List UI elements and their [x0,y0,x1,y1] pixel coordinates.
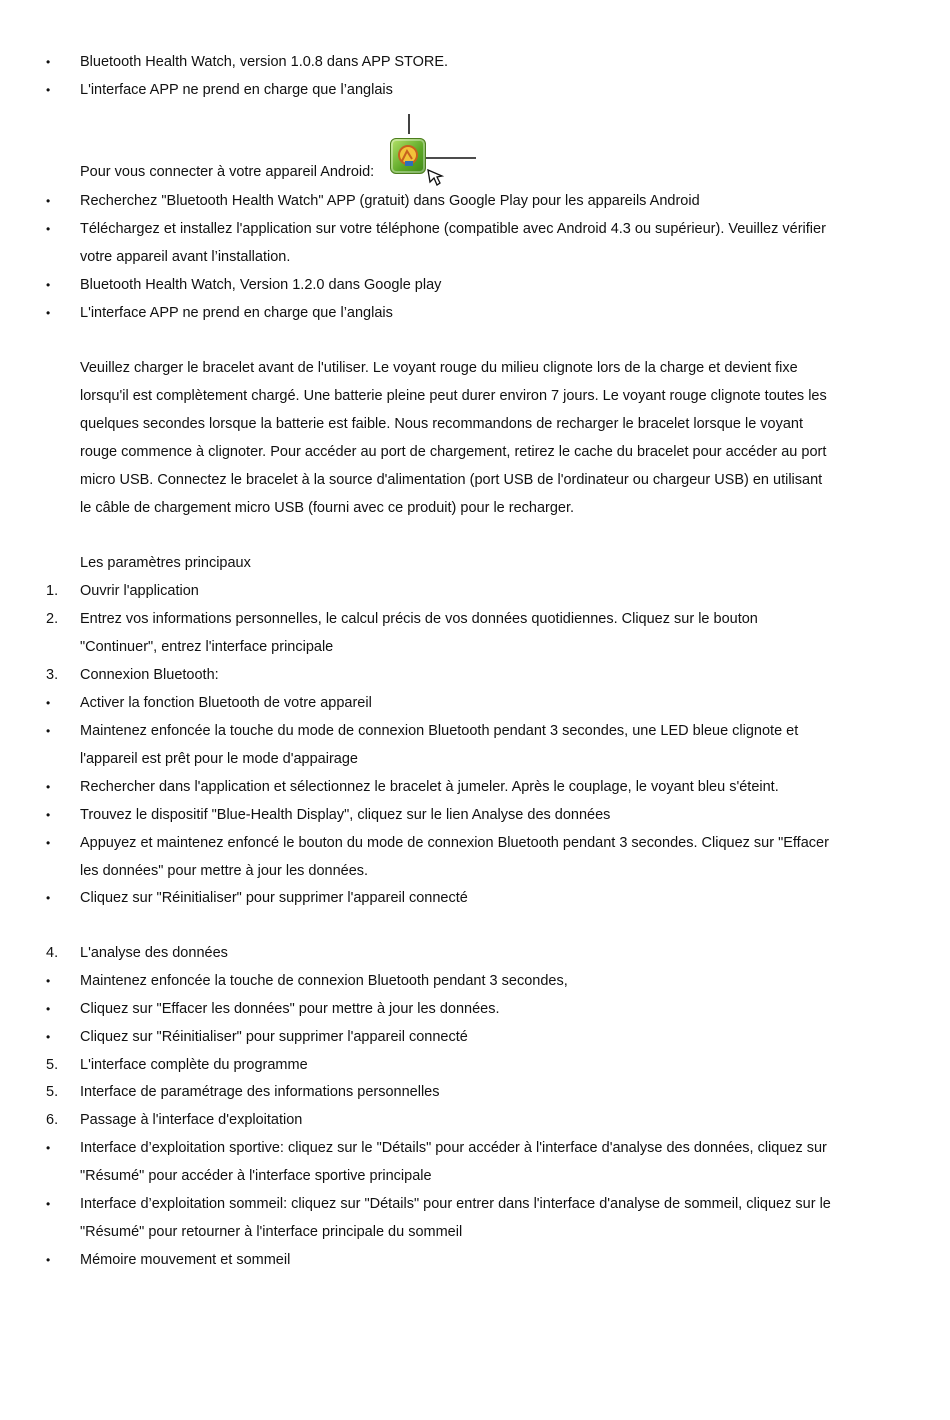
bullet-marker: • [46,194,51,208]
list-item-text: Bluetooth Health Watch, version 1.0.8 dans APP STORE. [80,54,449,70]
list-item-text: Cliquez sur "Réinitialiser" pour supprimer l'appareil connecté [80,1029,468,1045]
list-number: 5. [46,1057,59,1073]
list-item-text: Trouvez le dispositif "Blue-Health Display", cliquez sur le lien Analyse des données [80,807,611,823]
bullet-marker: • [46,836,51,850]
list-item-text: Cliquez sur "Effacer les données" pour mettre à jour les données. [80,1001,500,1017]
bullet-marker: • [46,278,51,292]
bullet-marker: • [46,1141,51,1155]
list-item-text: Entrez vos informations personnelles, le calcul précis de vos données quotidiennes. Cliquez sur le bouton [80,611,758,627]
list-number: 6. [46,1112,59,1128]
list-item-text: Maintenez enfoncée la touche du mode de connexion Bluetooth pendant 3 secondes, une LED bleue clignote et [80,723,799,739]
paragraph-line: "Résumé" pour accéder à l'interface sportive principale [80,1168,432,1184]
paragraph-line: Veuillez charger le bracelet avant de l'utiliser. Le voyant rouge du milieu clignote lors de la charge et devient fixe [80,360,798,376]
paragraph-line: lorsqu'il est complètement chargé. Une batterie pleine peut durer environ 7 jours. Le voyant rouge clignote toutes les [80,388,827,404]
list-item-text: Passage à l'interface d'exploitation [80,1112,303,1128]
list-number: 1. [46,583,59,599]
paragraph-line: l'appareil est prêt pour le mode d'appairage [80,751,358,767]
paragraph-line: Pour vous connecter à votre appareil Android: [80,164,375,180]
bullet-marker: • [46,83,51,97]
list-item-text: L'analyse des données [80,945,228,961]
bullet-marker: • [46,974,51,988]
list-number: 2. [46,611,59,627]
bullet-marker: • [46,696,51,710]
paragraph-line: votre appareil avant l’installation. [80,249,291,265]
list-number: 5. [46,1084,59,1100]
list-item-text: Interface de paramétrage des informations personnelles [80,1084,440,1100]
list-item-text: Appuyez et maintenez enfoncé le bouton du mode de connexion Bluetooth pendant 3 secondes. Cliquez sur "Effacer [80,835,829,851]
bullet-marker: • [46,222,51,236]
bullet-marker: • [46,55,51,69]
paragraph-line: le câble de chargement micro USB (fourni avec ce produit) pour le recharger. [80,500,575,516]
bullet-marker: • [46,724,51,738]
paragraph-line: "Continuer", entrez l'interface principale [80,639,334,655]
list-item-text: Activer la fonction Bluetooth de votre appareil [80,695,372,711]
list-item-text: Connexion Bluetooth: [80,667,219,683]
list-item-text: Bluetooth Health Watch, Version 1.2.0 dans Google play [80,277,442,293]
list-item-text: Mémoire mouvement et sommeil [80,1252,291,1268]
bullet-marker: • [46,306,51,320]
paragraph-line: Les paramètres principaux [80,555,251,571]
paragraph-line: les données" pour mettre à jour les données. [80,863,369,879]
list-item-text: Ouvrir l'application [80,583,199,599]
paragraph-line: micro USB. Connectez le bracelet à la source d'alimentation (port USB de l'ordinateur ou chargeur USB) en utilisant [80,472,823,488]
list-item-text: Cliquez sur "Réinitialiser" pour supprimer l'appareil connecté [80,890,468,906]
app-icon [390,138,426,174]
bullet-marker: • [46,1253,51,1267]
bullet-marker: • [46,891,51,905]
list-item-text: Interface d’exploitation sportive: cliquez sur le "Détails" pour accéder à l'interface d'analyse des données, cliquez sur [80,1140,827,1156]
list-item-text: Interface d’exploitation sommeil: cliquez sur "Détails" pour entrer dans l'interface d'analyse de sommeil, cliquez sur le [80,1196,831,1212]
list-item-text: Recherchez "Bluetooth Health Watch" APP (gratuit) dans Google Play pour les appareils Android [80,193,700,209]
bullet-marker: • [46,1002,51,1016]
list-item-text: L'interface APP ne prend en charge que l’anglais [80,82,393,98]
paragraph-line: "Résumé" pour retourner à l'interface principale du sommeil [80,1224,463,1240]
list-item-text: Maintenez enfoncée la touche de connexion Bluetooth pendant 3 secondes, [80,973,568,989]
list-item-text: L'interface APP ne prend en charge que l’anglais [80,305,393,321]
list-item-text: Téléchargez et installez l'application sur votre téléphone (compatible avec Android 4.3 ou supérieur). Veuillez vérifier [80,221,826,237]
list-number: 4. [46,945,59,961]
bullet-marker: • [46,1197,51,1211]
bullet-marker: • [46,808,51,822]
list-item-text: L'interface complète du programme [80,1057,308,1073]
bullet-marker: • [46,780,51,794]
paragraph-line: rouge commence à clignoter. Pour accéder au port de chargement, retirez le cache du bracelet pour accéder au port [80,444,827,460]
list-item-text: Rechercher dans l'application et sélectionnez le bracelet à jumeler. Après le couplage, le voyant bleu s'éteint. [80,779,779,795]
paragraph-line: quelques secondes lorsque la batterie est faible. Nous recommandons de recharger le bracelet lorsque le voyant [80,416,804,432]
list-number: 3. [46,667,59,683]
bullet-marker: • [46,1030,51,1044]
